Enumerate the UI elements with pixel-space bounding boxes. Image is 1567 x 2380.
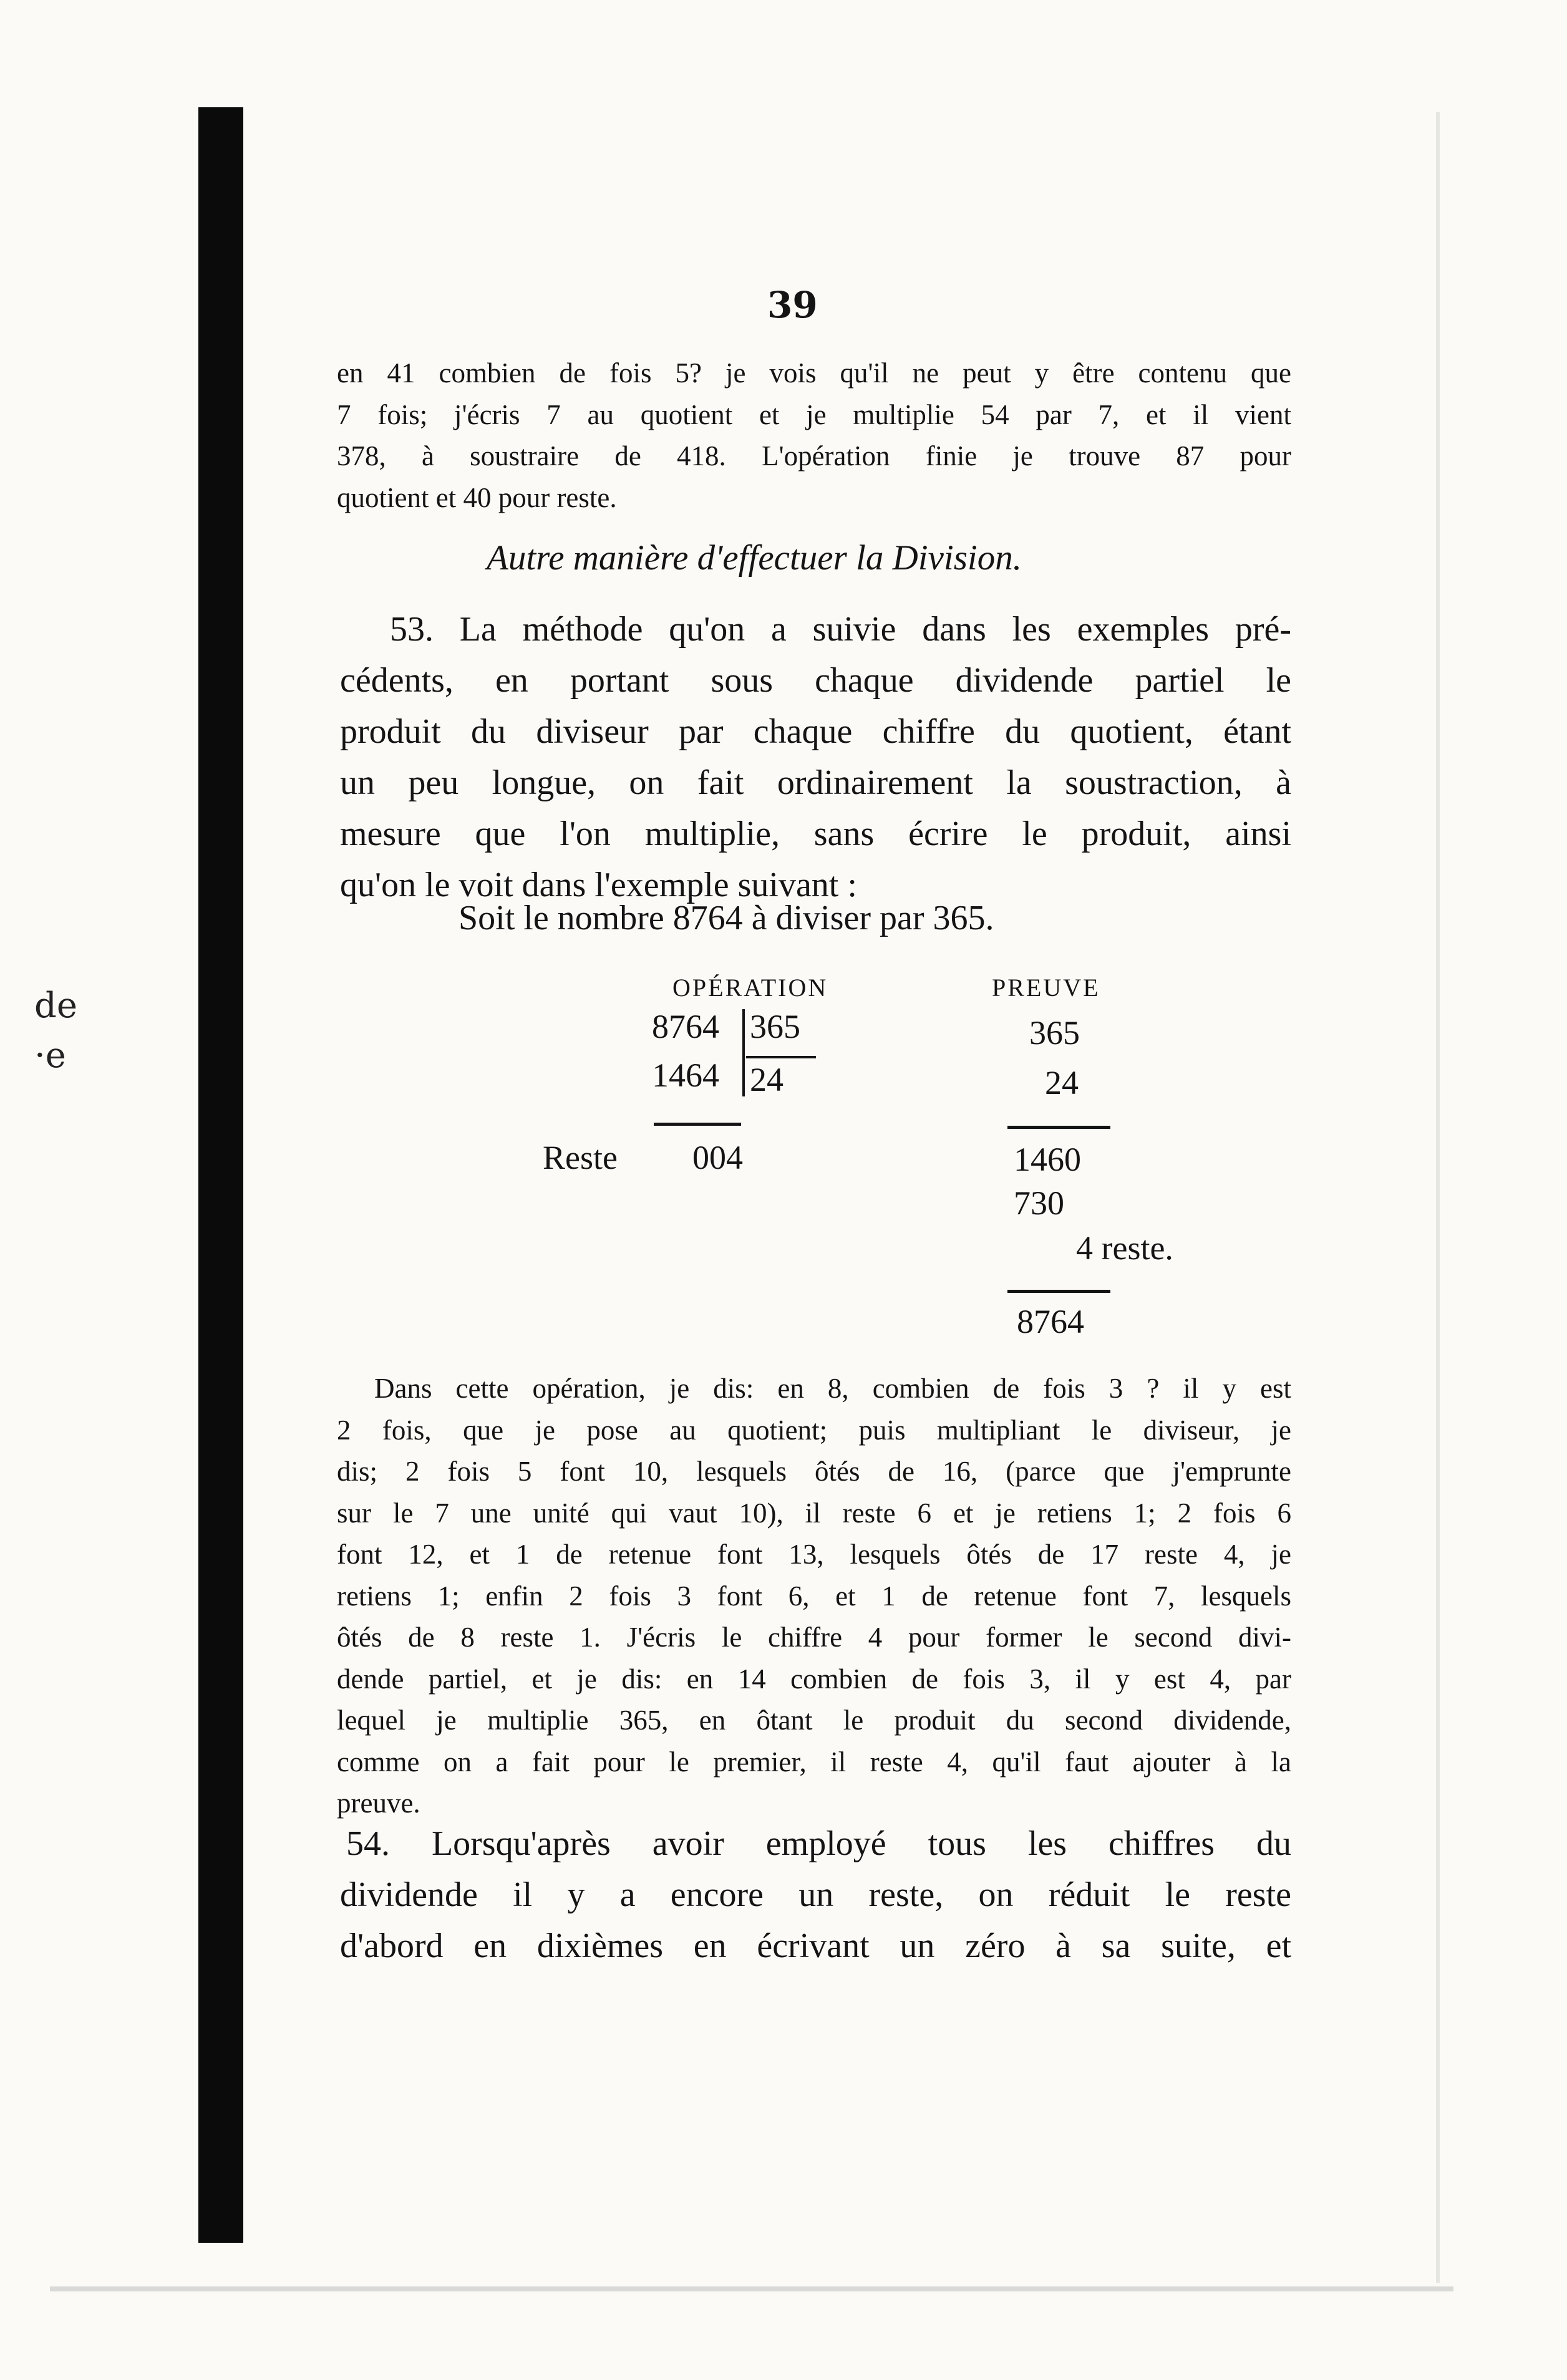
text-line: dis; 2 fois 5 font 10, lesquels ôtés de 16, (parce que j'emprunte [337, 1456, 1291, 1487]
section-title: Autre manière d'effectuer la Division. [487, 538, 1022, 578]
quotient: 24 [750, 1061, 784, 1098]
text-line: comme on a fait pour le premier, il reste 4, qu'il faut ajouter à la [337, 1746, 1291, 1778]
text-line: lequel je multiplie 365, en ôtant le produit du second dividende, [337, 1705, 1291, 1736]
text-line: mesure que l'on multiplie, sans écrire le produit, ainsi [340, 815, 1291, 853]
text-line: preuve. [337, 1787, 420, 1819]
text-line: dende partiel, et je dis: en 14 combien de fois 3, il y est 4, par [337, 1663, 1291, 1695]
proof-multiplier: 24 [1045, 1064, 1079, 1101]
text-line: dividende il y a encore un reste, on réduit le reste [340, 1875, 1291, 1914]
remainder-value: 004 [692, 1139, 743, 1176]
subtraction-rule [654, 1123, 741, 1126]
text-line: Dans cette opération, je dis: en 8, combien de fois 3 ? il y est [374, 1373, 1291, 1404]
quotient-rule [746, 1056, 816, 1058]
text-line: d'abord en dixièmes en écrivant un zéro à sa suite, et [340, 1927, 1291, 1965]
text-line: 2 fois, que je pose au quotient; puis multipliant le diviseur, je [337, 1414, 1291, 1446]
dividend: 8764 [652, 1008, 719, 1045]
example-line: Soit le nombre 8764 à diviser par 365. [458, 899, 994, 937]
continuation-paragraph [337, 352, 1291, 518]
page-number: 39 [767, 284, 818, 326]
text-line: qu'on le voit dans l'exemple suivant : [340, 866, 857, 904]
text-line: ôtés de 8 reste 1. J'écris le chiffre 4 pour former le second divi- [337, 1622, 1291, 1653]
page-edge-right [1436, 112, 1440, 2283]
text-line: 378, à soustraire de 418. L'opération finie je trouve 87 pour [337, 440, 1291, 472]
explanation-paragraph [337, 1368, 1291, 1824]
page-edge-bottom [50, 2286, 1453, 2291]
proof-line-2: 730 [1014, 1184, 1064, 1222]
text-line: en 41 combien de fois 5? je vois qu'il ne peut y être contenu que [337, 357, 1291, 389]
proof-heading: PREUVE [992, 974, 1100, 1002]
proof-multiplicand: 365 [1029, 1014, 1080, 1052]
text-line: sur le 7 une unité qui vaut 10), il reste 6 et je retiens 1; 2 fois 6 [337, 1497, 1291, 1529]
text-line: 7 fois; j'écris 7 au quotient et je multiplie 54 par 7, et il vient [337, 399, 1291, 430]
divisor: 365 [750, 1008, 800, 1045]
margin-fragment: ·e [34, 1035, 66, 1076]
margin-fragment: de [34, 985, 77, 1026]
proof-line-1: 1460 [1014, 1141, 1081, 1178]
text-line: retiens 1; enfin 2 fois 3 font 6, et 1 de retenue font 7, lesquels [337, 1580, 1291, 1612]
remainder-label: Reste [543, 1139, 618, 1176]
text-line: produit du diviseur par chaque chiffre du quotient, étant [340, 712, 1291, 751]
proof-remainder: 4 reste. [1076, 1229, 1173, 1267]
text-line: font 12, et 1 de retenue font 13, lesquels ôtés de 17 reste 4, je [337, 1539, 1291, 1570]
text-line: 53. La méthode qu'on a suivie dans les exemples pré- [390, 610, 1291, 649]
paragraph-54 [340, 1818, 1291, 1971]
division-bar [742, 1009, 745, 1096]
paragraph-53 [340, 604, 1291, 911]
partial-dividend: 1464 [652, 1057, 719, 1094]
text-line: quotient et 40 pour reste. [337, 481, 617, 513]
proof-total-rule [1007, 1290, 1110, 1293]
book-binding-shadow [198, 107, 243, 2243]
text-line: 54. Lorsqu'après avoir employé tous les chiffres du [346, 1824, 1291, 1863]
proof-rule [1007, 1126, 1110, 1129]
operation-heading: OPÉRATION [672, 974, 828, 1002]
proof-total: 8764 [1017, 1303, 1084, 1340]
text-line: un peu longue, on fait ordinairement la soustraction, à [340, 763, 1291, 802]
text-line: cédents, en portant sous chaque dividende partiel le [340, 661, 1291, 700]
